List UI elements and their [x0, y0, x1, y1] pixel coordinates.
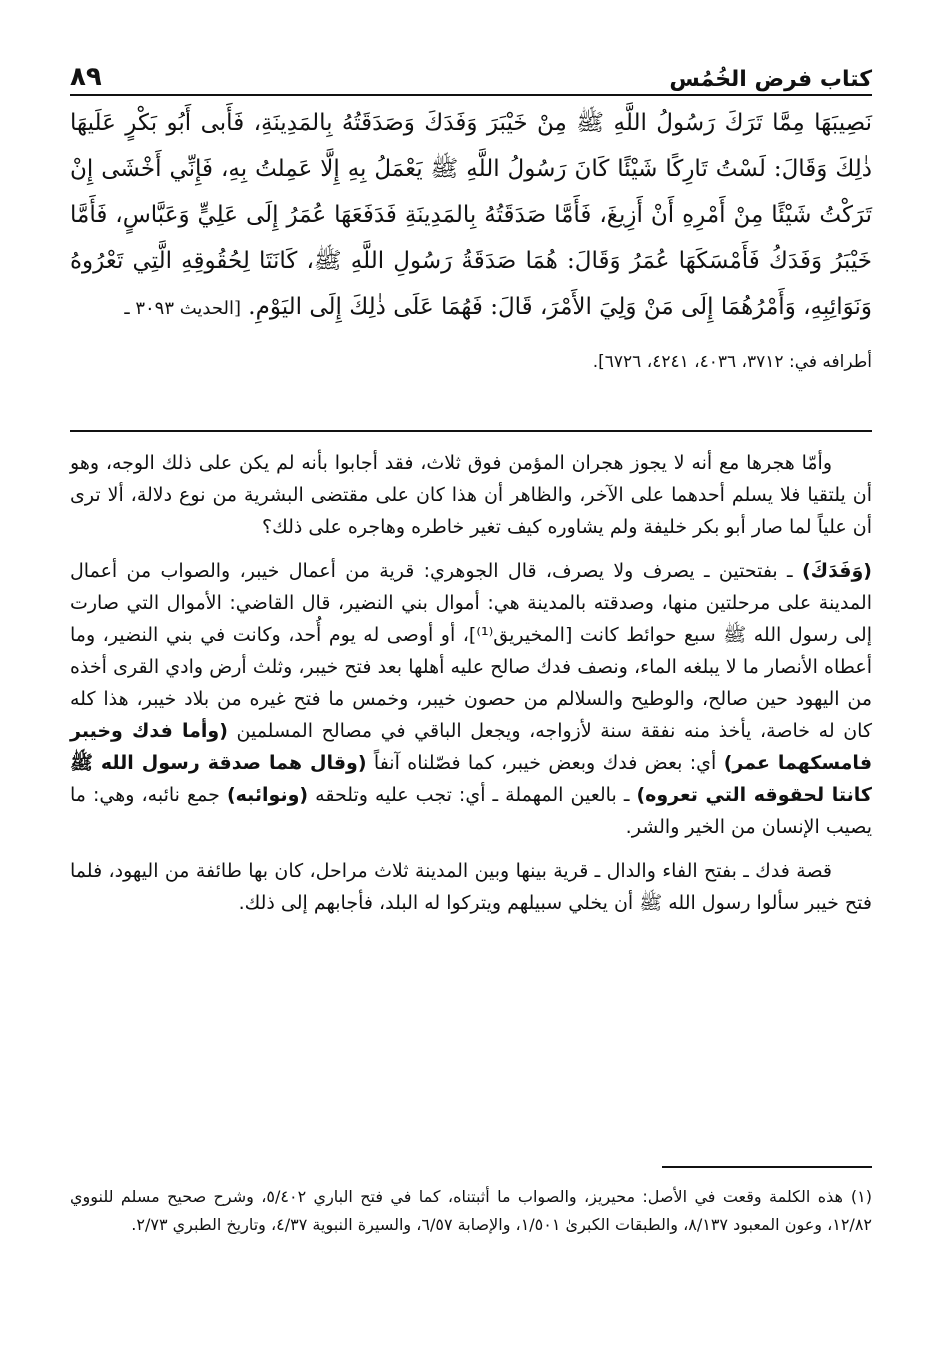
footnote-number: (١) [850, 1187, 873, 1206]
quoted-phrase: (ونوائبه) [226, 784, 309, 806]
book-title: كتاب فرض الخُمُس [669, 67, 872, 92]
hadith-atraf: أطرافه في: ٣٧١٢، ٤٠٣٦، ٤٢٤١، ٦٧٢٦]. [592, 352, 872, 372]
quoted-phrase: (وقال هما صدقة رسول الله ﷺ كانتا لحقوقه التي تعروه) [70, 752, 872, 806]
commentary-paragraph-1: وأمّا هجرها مع أنه لا يجوز هجران المؤمن فوق ثلاث، فقد أجابوا بأنه لم يكن على ذلك الوجه، وهو أن يلتقيا فلا يسلم أحدهما على الآخر، والظاهر أن هذا كان على مقتضى البشرية من نوع دلالة، ألا ترى أن علياً لما صار أبو بكر خليفة ولم يشاوره كيف تغير خاطره وهاجره على ذلك؟ [70, 452, 872, 538]
commentary-text: ـ بالعين المهملة ـ أي: تجب عليه وتلحقه [308, 784, 637, 806]
term-fadak: (وَفَدَكَ) [801, 560, 872, 582]
commentary-text: أي: بعض فدك وبعض خيبر، كما فصّلناه آنفاً [366, 752, 724, 774]
hadith-body: نَصِيبَهَا مِمَّا تَرَكَ رَسُولُ اللَّهِ ﷺ مِنْ خَيْبَرَ وَفَدَكَ وَصَدَقَتُهُ بِالمَدِينَةِ، فَأَبى أَبُو بَكْرٍ عَلَيهَا ذٰلِكَ وَقَالَ: لَسْتُ تَارِكًا شَيْئًا كَانَ رَسُولُ اللَّهِ ﷺ يَعْمَلُ بِهِ إِلَّا عَمِلتُ بِهِ، فَإِنِّي أَخْشَى إِنْ تَرَكْتُ شَيْئًا مِنْ أَمْرِهِ أَنْ أَزِيغَ، فَأَمَّا صَدَقَتُهُ بِالمَدِينَةِ فَدَفَعَهَا عُمَرُ إِلَى عَلِيٍّ وَعَبَّاسٍ، فَأَمَّا خَيْبَرُ وَفَدَكُ فَأَمْسَكَهَا عُمَرُ وَقَالَ: هُمَا صَدَقَةُ رَسُولِ اللَّهِ ﷺ، كَانَتَا لِحُقُوقِهِ الَّتِي تَعْرُوهُ وَنَوَائِبِهِ، وَأَمْرُهُمَا إِلَى مَنْ وَلِيَ الأَمْرَ، قَالَ: فَهُمَا عَلَى ذٰلِكَ إِلَى اليَوْمِ. [70, 110, 872, 320]
footnote-divider [662, 1166, 872, 1168]
hadith-text [70, 100, 872, 332]
commentary-text: جمع نائبه، وهي: ما يصيب الإنسان من الخير والشر. [70, 784, 872, 838]
section-divider [70, 430, 872, 432]
commentary-text: ـ بفتحتين ـ يصرف ولا يصرف، قال الجوهري: قرية من أعمال خيبر، والصواب من أعمال المدينة على مرحلتين منها، وصدقته بالمدينة هي: أموال بني النضير، قال القاضي: الأموال التي صارت إلى رسول الله ﷺ سبع حوائط كانت [المخيريق⁽¹⁾]، أو أوصى له يوم أُحد، وكانت في بني النضير، وما أعطاه الأنصار ما لا يبلغه الماء، ونصف فدك صالح عليه أهلها بعد فتح خيبر، وثلث أرض وادي القرى أخذه من اليهود حين صالح، والوطيح والسلالم من حصون خيبر، وخمس ما فتح غيره من بلاد خيبر، هذا كله كان له خاصة، يأخذ منه نفقة سنة لأزواجه، ويجعل الباقي في مصالح المسلمين [70, 560, 872, 742]
commentary-paragraph-3: قصة فدك ـ بفتح الفاء والدال ـ قرية بينها وبين المدينة ثلاث مراحل، كان بها طائفة من اليهود، فلما فتح خيبر سألوا رسول الله ﷺ أن يخلي سبيلهم ويتركوا له البلد، فأجابهم إلى ذلك. [70, 860, 872, 914]
page-header [70, 48, 872, 96]
footnote-text: هذه الكلمة وقعت في الأصل: محيريز، والصواب ما أثبتناه، كما في فتح الباري ٥/٤٠٢، وشرح صحيح مسلم للنووي ١٢/٨٢، وعون المعبود ٨/١٣٧، والطبقات الكبرىٰ ١/٥٠١، والإصابة ٦/٥٧، والسيرة النبوية ٤/٣٧، وتاريخ الطبري ٢/٧٣. [70, 1187, 872, 1234]
commentary [70, 447, 872, 931]
footnote [70, 1183, 872, 1239]
commentary-paragraph-2 [70, 555, 872, 843]
page-number: ٨٩ [70, 62, 102, 92]
quoted-phrase: (وأما فدك وخيبر فامسكهما عمر) [70, 720, 873, 774]
hadith-reference: [الحديث ٣٠٩٣ ـ [124, 298, 241, 319]
